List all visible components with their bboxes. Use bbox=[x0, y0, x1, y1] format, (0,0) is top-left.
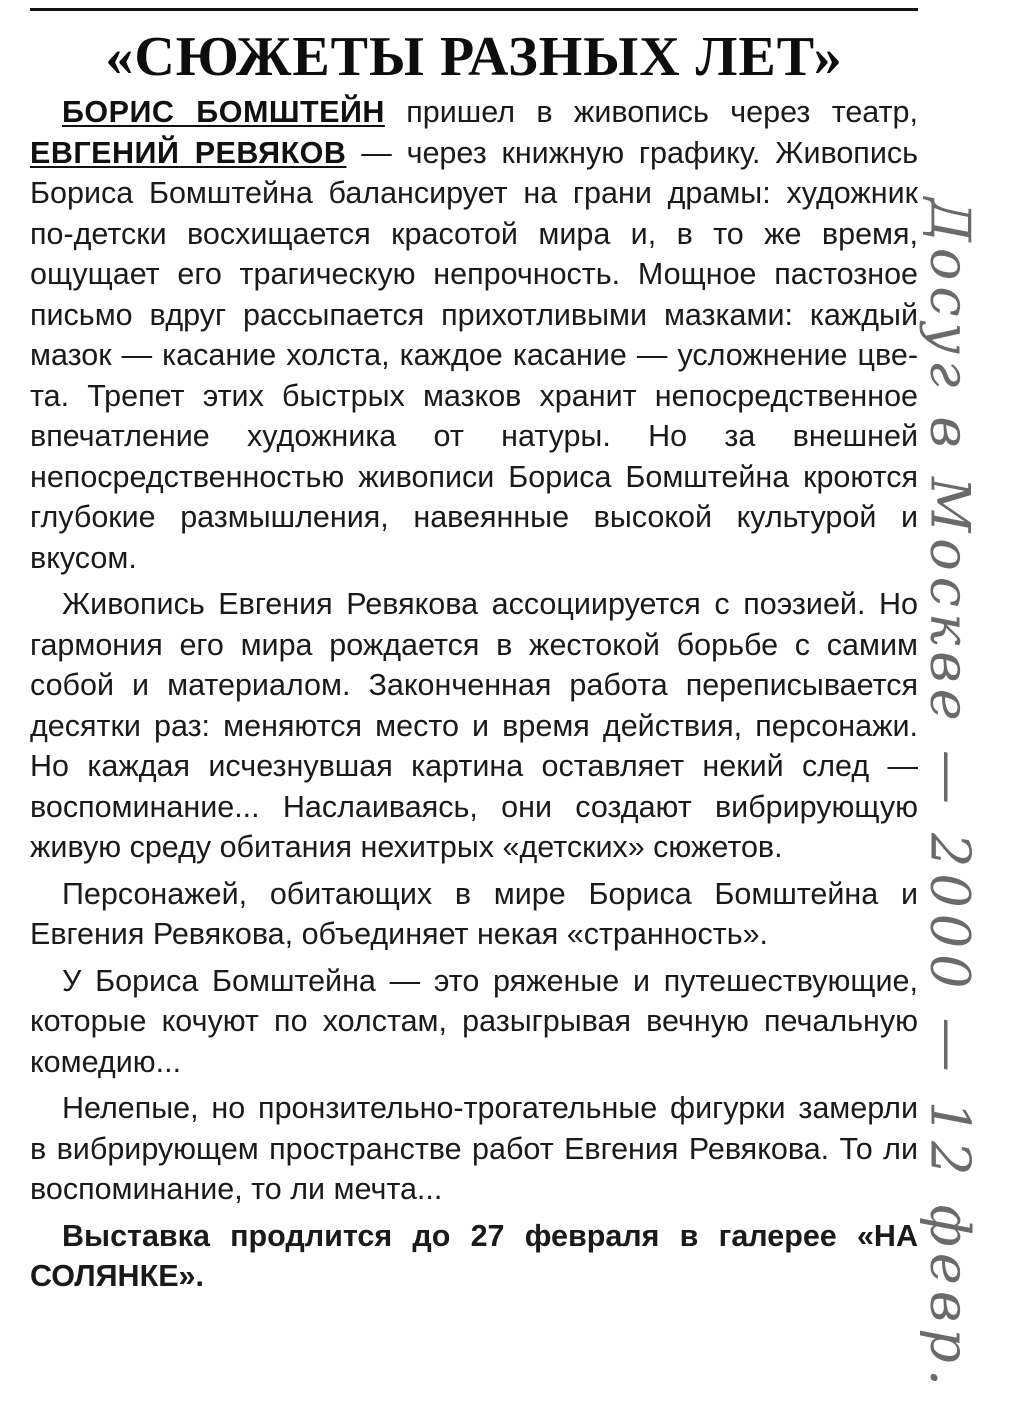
artist-name-bomshtein: БОРИС БОМШТЕЙН bbox=[62, 95, 385, 129]
paragraph-3: Персонажей, обитающих в мире Бориса Бомштейна и Евгения Ревякова, объединяет некая «странность». bbox=[30, 876, 918, 951]
paragraph-1 bbox=[30, 92, 918, 578]
paragraph-4: У Бориса Бомштейна — это ряженые и путешествующие, которые кочуют по холстам, разыгрывая вечную печальную комедию... bbox=[30, 963, 918, 1079]
article-body bbox=[30, 92, 918, 1303]
paragraph-1-text-a: пришел в живопись через театр, bbox=[384, 95, 918, 129]
handwritten-annotation bbox=[915, 180, 985, 1410]
artist-name-revyakov: ЕВГЕНИЙ РЕВЯКОВ bbox=[30, 135, 347, 170]
exhibition-note: Выставка продлится до 27 февраля в галерее «НА СОЛЯНКЕ». bbox=[30, 1218, 918, 1293]
paragraph-1-text-b: — через книжную графику. Живопись Бориса Бомштейна балансирует на грани драмы: художник по-детски восхищается красотой мира и, в то же время, ощущает его трагическую непрочность. Мощное пастозное письмо вдруг рассыпается прихотливыми мазками: каждый мазок — касание холста, каждое касание — усложнение цвета. Трепет этих быстрых мазков хранит непосредственное впечатление художника от натуры. Но за внешней непосредственностью живописи Бориса Бомштейна кроются глубокие размышления, навеянные высокой культурой и вкусом. bbox=[30, 135, 918, 575]
top-rule bbox=[30, 8, 918, 11]
handwritten-annotation-text: Досуг в Москве — 2000 — 12 февр. bbox=[918, 197, 982, 1393]
paragraph-5: Нелепые, но пронзительно-трогательные фигурки замерли в вибрирующем пространстве работ Евгения Ревякова. То ли воспоминание, то ли мечта... bbox=[30, 1091, 918, 1206]
headline: «СЮЖЕТЫ РАЗНЫХ ЛЕТ» bbox=[105, 26, 843, 88]
paragraph-2: Живопись Евгения Ревякова ассоциируется с поэзией. Но гармония его мира рождается в жестокой борьбе с самим собой и материалом. Законченная работа переписывается десятки раз: меняются место и время действия, персонажи. Но каждая исчезнувшая картина оставляет некий след — воспоминание... Наслаиваясь, они создают вибрирующую живую среду обитания нехитрых «детских» сюжетов. bbox=[30, 587, 918, 864]
